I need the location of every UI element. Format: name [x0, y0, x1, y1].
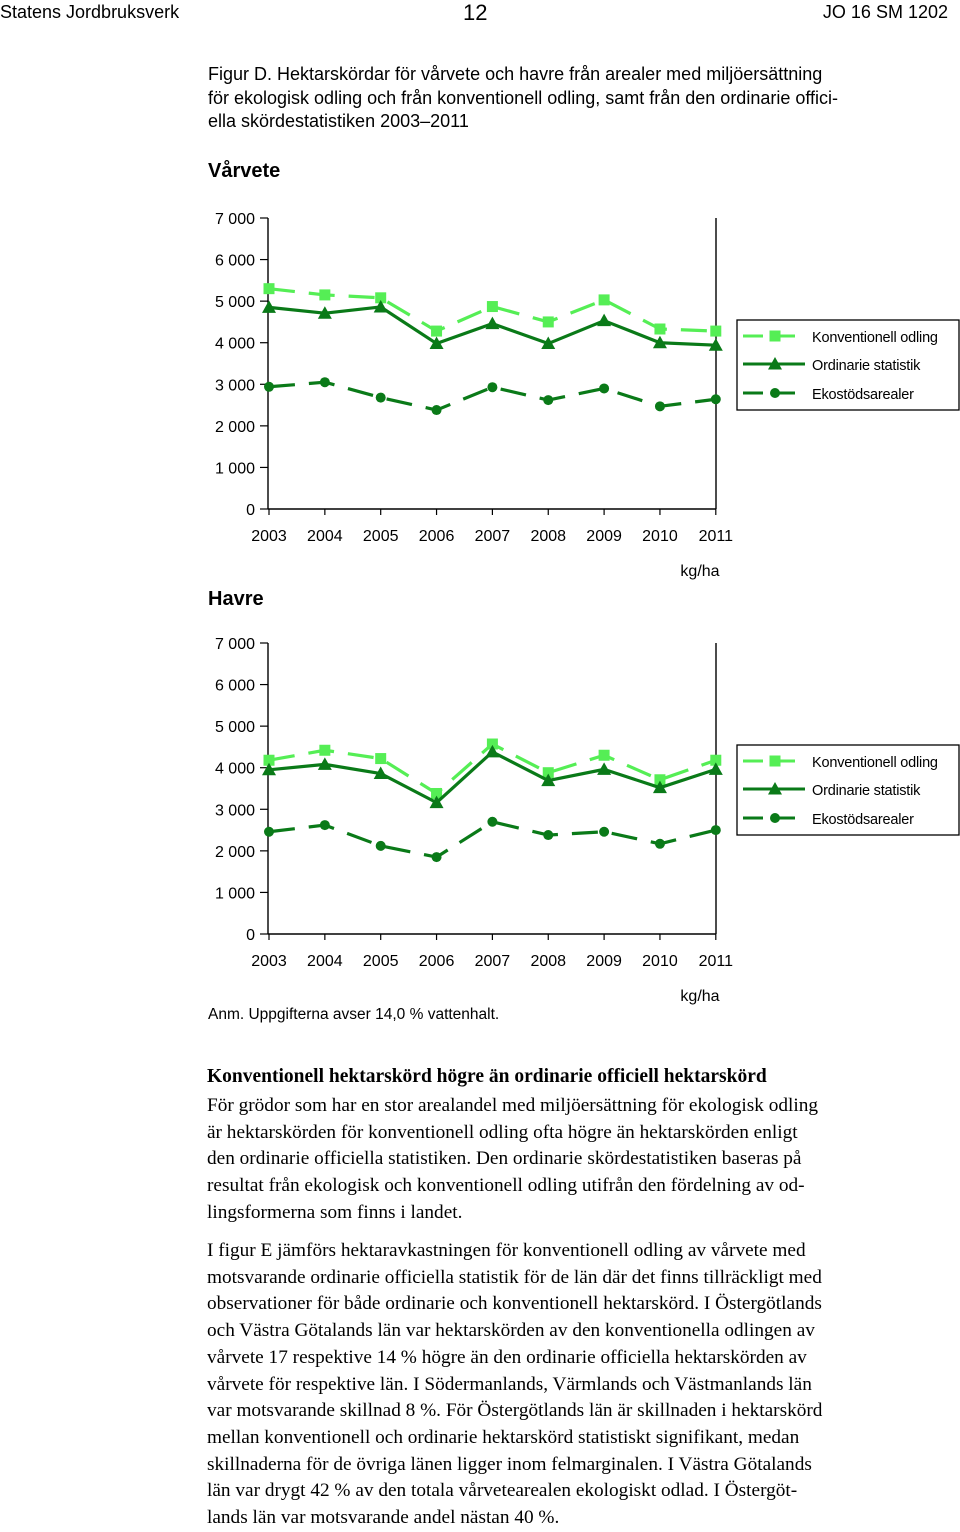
y-tick-label: 5 000 [214, 294, 255, 312]
legend-label-ordinarie-statistik: Ordinarie statistik [812, 783, 921, 799]
legend-label-ordinarie-statistik: Ordinarie statistik [812, 358, 921, 374]
x-tick-label: 2007 [474, 953, 511, 970]
paragraph-line: den ordinarie officiella statistiken. Den ordinarie skördestatistiken baseras på [207, 1148, 802, 1170]
y-tick-label: 2 000 [214, 843, 255, 861]
data-point-ekostodsarealer [376, 841, 386, 851]
data-point-ekostodsarealer [320, 820, 330, 830]
data-point-ekostodsarealer [376, 393, 386, 403]
paragraph-line: vårvete för respektive län. I Södermanlands, Värmlands och Västmanlands län [207, 1373, 812, 1395]
chart-title-havre: Havre [208, 588, 264, 610]
legend-label-ekostodsarealer: Ekostödsarealer [812, 812, 914, 828]
paragraph-2 [207, 1238, 947, 1532]
x-tick-label: 2007 [474, 528, 511, 545]
y-tick-label: 7 000 [214, 211, 255, 228]
data-point-ekostodsarealer [711, 394, 721, 404]
data-point-ekostodsarealer [432, 405, 442, 415]
data-point-ordinarie-statistik [597, 314, 611, 327]
paragraph-line: observationer för både ordinarie och konventionell hektarskörd. I Östergötlands [207, 1293, 822, 1315]
y-tick-label: 4 000 [214, 760, 255, 778]
y-tick-label: 1 000 [214, 460, 255, 478]
paragraph-line: och Västra Götalands län var hektarskörden av den konventionella odlingen av [207, 1320, 815, 1342]
data-point-ekostodsarealer [487, 382, 497, 392]
x-tick-label: 2003 [251, 953, 287, 970]
data-point-ekostodsarealer [487, 817, 497, 827]
x-tick-label: 2010 [642, 953, 678, 970]
data-point-konventionell-odling [319, 745, 330, 756]
legend-swatch-marker-ekostodsarealer [770, 388, 780, 398]
y-tick-label: 2 000 [214, 418, 255, 436]
paragraph-line: lingsformerna som finns i landet. [207, 1201, 463, 1223]
y-tick-label: 3 000 [214, 802, 255, 820]
paragraph-1 [207, 1093, 947, 1227]
legend-swatch-marker-ekostodsarealer [770, 813, 780, 823]
x-tick-label: 2008 [530, 953, 567, 970]
data-point-ekostodsarealer [432, 852, 442, 862]
data-point-konventionell-odling [599, 294, 610, 305]
figure-title [208, 63, 948, 134]
data-point-ekostodsarealer [320, 377, 330, 387]
data-point-ordinarie-statistik [597, 762, 611, 775]
x-tick-label: 2011 [698, 953, 734, 970]
figure-title-line: för ekologisk odling och från konventionell odling, samt från den ordinarie offici- [208, 87, 839, 108]
y-tick-label: 7 000 [214, 636, 255, 653]
page-number: 12 [463, 0, 488, 25]
y-tick-label: 4 000 [214, 335, 255, 353]
paragraph-line: För grödor som har en stor arealandel med miljöersättning för ekologisk odling [207, 1095, 818, 1116]
publication-code: JO 16 SM 1202 [822, 2, 948, 22]
data-point-konventionell-odling [710, 326, 721, 337]
x-tick-label: 2003 [251, 528, 287, 545]
chart-title-varvete: Vårvete [208, 160, 281, 182]
data-point-ekostodsarealer [655, 401, 665, 411]
header-organization: Statens Jordbruksverk [0, 2, 180, 22]
data-point-konventionell-odling [264, 283, 275, 294]
x-tick-label: 2004 [307, 953, 343, 970]
legend-swatch-marker-konventionell-odling [770, 331, 781, 342]
data-point-konventionell-odling [543, 316, 554, 327]
y-tick-label: 3 000 [214, 377, 255, 395]
y-tick-label: 5 000 [214, 719, 255, 737]
legend-label-ekostodsarealer: Ekostödsarealer [812, 387, 914, 403]
series-line-ekostodsarealer [269, 822, 716, 857]
data-point-ordinarie-statistik [485, 317, 499, 330]
x-tick-label: 2008 [530, 528, 567, 545]
x-tick-label: 2004 [307, 528, 343, 545]
data-point-konventionell-odling [487, 301, 498, 312]
paragraph-line: var motsvarande skillnad 8 %. För Östergötlands län är skillnaden i hektarskörd [207, 1400, 823, 1422]
data-point-ekostodsarealer [655, 839, 665, 849]
unit-label: kg/ha [680, 988, 720, 1005]
legend-label-konventionell-odling: Konventionell odling [812, 755, 938, 771]
data-point-ekostodsarealer [543, 395, 553, 405]
section-heading: Konventionell hektarskörd högre än ordinarie officiell hektarskörd [207, 1066, 767, 1087]
y-tick-label: 6 000 [214, 252, 255, 270]
paragraph-line: lands län var motsvarande andel nästan 40 %. [207, 1507, 560, 1529]
series-line-ordinarie-statistik [269, 752, 716, 803]
data-point-ekostodsarealer [264, 382, 274, 392]
data-point-ekostodsarealer [543, 830, 553, 840]
x-tick-label: 2006 [418, 953, 455, 970]
x-tick-label: 2006 [418, 528, 455, 545]
x-tick-label: 2010 [642, 528, 678, 545]
data-point-konventionell-odling [319, 289, 330, 300]
legend-label-konventionell-odling: Konventionell odling [812, 330, 938, 346]
paragraph-line: I figur E jämförs hektaravkastningen för konventionell odling av vårvete med [207, 1240, 806, 1261]
paragraph-line: län var drygt 42 % av den totala vårvetearealen ekologiskt odlad. I Östergöt- [207, 1480, 798, 1502]
paragraph-line: är hektarskörden för konventionell odling ofta högre än hektarskörden enligt [207, 1121, 798, 1143]
data-point-konventionell-odling [375, 753, 386, 764]
data-point-ekostodsarealer [599, 383, 609, 393]
paragraph-line: resultat från ekologisk och konventionell odling utifrån den fördelning av od- [207, 1175, 805, 1197]
chart-note: Anm. Uppgifterna avser 14,0 % vattenhalt. [208, 1006, 500, 1023]
figure-title-line: Figur D. Hektarskördar för vårvete och havre från arealer med miljöersättning [208, 64, 823, 84]
figure-title-line: ella skördestatistiken 2003–2011 [208, 111, 469, 131]
data-point-konventionell-odling [599, 750, 610, 761]
x-tick-label: 2005 [362, 953, 399, 970]
x-tick-label: 2009 [586, 528, 622, 545]
paragraph-line: motsvarande ordinarie officiella statistik för de län där det finns tillräckligt med [207, 1266, 822, 1288]
y-tick-label: 6 000 [214, 677, 255, 695]
paragraph-line: skillnaderna för de övriga länen ligger inom felmarginalen. I Västra Götalands [207, 1453, 812, 1475]
y-tick-label: 1 000 [214, 885, 255, 903]
chart-havre [200, 625, 960, 1035]
x-tick-label: 2009 [586, 953, 622, 970]
y-tick-label: 0 [246, 502, 255, 519]
paragraph-line: mellan konventionell och ordinarie hektarskörd statistiskt signifikant, medan [207, 1426, 800, 1448]
data-point-ekostodsarealer [599, 827, 609, 837]
chart-varvete [200, 200, 960, 610]
x-tick-label: 2005 [362, 528, 399, 545]
y-tick-label: 0 [246, 927, 255, 944]
data-point-konventionell-odling [654, 323, 665, 334]
data-point-ekostodsarealer [264, 827, 274, 837]
x-tick-label: 2011 [698, 528, 734, 545]
data-point-ekostodsarealer [711, 825, 721, 835]
data-point-konventionell-odling [431, 326, 442, 337]
legend-swatch-marker-konventionell-odling [770, 756, 781, 767]
paragraph-line: vårvete 17 respektive 14 % högre än den ordinarie officiella hektarskörden av [207, 1346, 807, 1368]
unit-label: kg/ha [680, 563, 720, 580]
